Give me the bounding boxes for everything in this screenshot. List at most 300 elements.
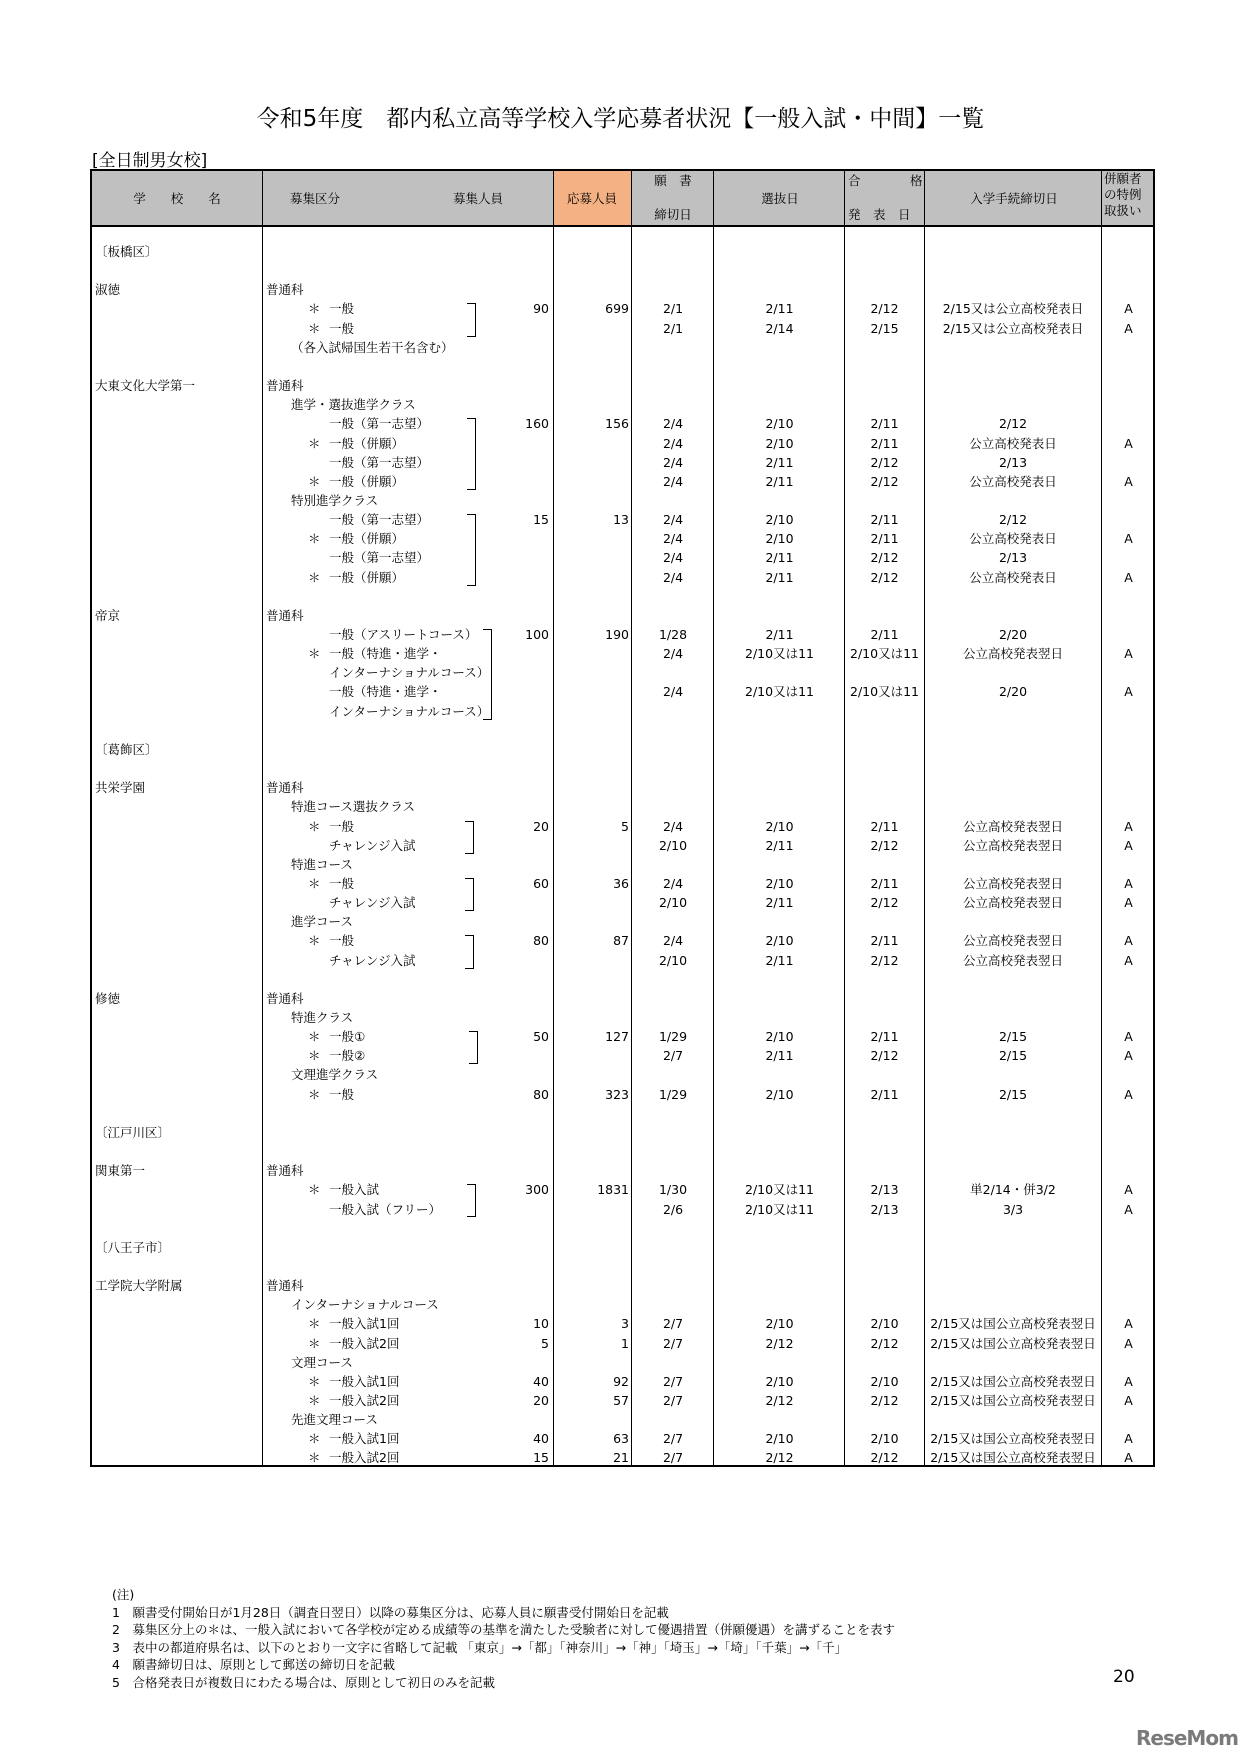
cell-sp: A <box>1124 875 1133 891</box>
cell-dl: 2/4 <box>662 550 684 566</box>
cell-dl: 2/4 <box>662 933 684 949</box>
table-row <box>92 1008 1153 1027</box>
cell-dl: 1/29 <box>658 1029 688 1045</box>
table-row <box>92 989 1153 1008</box>
cell-dl: 2/1 <box>662 320 684 336</box>
cell-proc: 公立高校発表翌日 <box>962 646 1063 662</box>
table-row <box>92 721 1153 740</box>
table-row <box>92 472 1153 491</box>
cell-item: 一般入試2回 <box>329 1450 400 1466</box>
table-row <box>92 1353 1153 1372</box>
cell-dl: 2/4 <box>662 435 684 451</box>
cell-app: 13 <box>613 512 629 528</box>
table-row <box>92 1027 1153 1046</box>
cell-proc: 公立高校発表翌日 <box>962 818 1063 834</box>
cell-group: 先進文理コース <box>291 1412 378 1428</box>
cell-school: 工学院大学附属 <box>95 1278 183 1294</box>
table-row <box>92 395 1153 414</box>
cell-group: 特進クラス <box>291 1010 354 1025</box>
cell-group: （各入試帰国生若干名含む） <box>291 339 454 355</box>
cell-item: インターナショナルコース） <box>329 665 490 681</box>
cell-star: ＊ <box>308 1393 321 1408</box>
cell-cap: 90 <box>533 301 549 317</box>
cell-cap: 160 <box>525 416 549 432</box>
cell-cap: 80 <box>533 1086 549 1102</box>
cell-ex: 2/10 <box>765 818 794 834</box>
table-row <box>92 1200 1153 1219</box>
table-row <box>92 338 1153 357</box>
table-row <box>92 855 1153 874</box>
cell-proc: 公立高校発表翌日 <box>962 895 1063 911</box>
cell-app: 57 <box>613 1393 629 1408</box>
cell-sp: A <box>1124 818 1133 834</box>
note-item: 3 表中の都道府県名は、以下のとおり一文字に省略して記載 「東京」→「都」「神奈川」→「神」「埼玉」→「埼」「千葉」→「千」 <box>112 1639 848 1655</box>
cell-item: 一般入試1回 <box>329 1431 400 1447</box>
cell-ex: 2/12 <box>765 1450 794 1466</box>
cell-ex: 2/10又は11 <box>745 1182 814 1198</box>
cell-ex: 2/10 <box>765 531 794 547</box>
cell-dl: 2/4 <box>662 818 684 834</box>
cell-dl: 2/4 <box>662 473 684 489</box>
cell-res: 2/12 <box>870 837 899 853</box>
cell-res: 2/12 <box>870 1048 899 1064</box>
cell-cap: 40 <box>533 1431 549 1447</box>
cell-item: 一般（併願） <box>329 531 405 547</box>
cell-star: ＊ <box>308 435 321 451</box>
cell-res: 2/12 <box>870 895 899 911</box>
cell-cap: 80 <box>533 933 549 949</box>
table-row <box>92 548 1153 567</box>
cell-dl: 2/1 <box>662 301 684 317</box>
note-item: 2 募集区分上の＊は、一般入試において各学校が定める成績等の基準を満たした受験者に対して優遇措置（併願優遇）を講ずることを表す <box>112 1622 895 1637</box>
cell-res: 2/12 <box>870 1393 899 1408</box>
cell-dl: 2/7 <box>662 1335 684 1351</box>
group-bracket <box>469 1031 478 1064</box>
cell-star: ＊ <box>308 1316 321 1332</box>
cell-item: 一般 <box>329 875 355 891</box>
cell-item: 一般（アスリートコース） <box>329 627 478 642</box>
table-row <box>92 1219 1153 1238</box>
cell-app: 699 <box>605 301 629 317</box>
cell-cap: 50 <box>533 1029 549 1045</box>
table-row <box>92 280 1153 299</box>
page-title: 令和5年度 都内私立高等学校入学応募者状況【一般入試・中間】一覧 <box>256 106 985 132</box>
cell-ex: 2/10又は11 <box>745 684 814 700</box>
cell-ex: 2/11 <box>765 454 794 470</box>
table-row <box>92 357 1153 376</box>
cell-ex: 2/11 <box>765 1048 794 1064</box>
cell-proc: 2/15又は国公立高校発表翌日 <box>930 1393 1096 1408</box>
cell-proc: 2/15又は国公立高校発表翌日 <box>930 1431 1096 1447</box>
cell-item: 一般（併願） <box>329 435 405 451</box>
cell-star: ＊ <box>308 1450 321 1466</box>
cell-sp: A <box>1124 301 1133 317</box>
cell-item: 一般（特進・進学・ <box>329 646 442 662</box>
cell-app: 92 <box>613 1373 629 1389</box>
cell-proc: 2/20 <box>998 627 1028 642</box>
cell-res: 2/10 <box>870 1431 899 1447</box>
cell-group: 進学・選抜進学クラス <box>291 397 416 413</box>
cell-sp: A <box>1124 1335 1133 1351</box>
cell-dl: 2/4 <box>662 531 684 547</box>
table-row <box>92 1085 1153 1104</box>
table-row <box>92 261 1153 280</box>
cell-item: 一般 <box>329 1086 355 1102</box>
cell-star: ＊ <box>308 531 321 547</box>
cell-star: ＊ <box>308 818 321 834</box>
cell-app: 5 <box>621 818 629 834</box>
cell-sp: A <box>1124 646 1133 662</box>
cell-cap: 40 <box>533 1373 549 1389</box>
cell-proc: 公立高校発表翌日 <box>962 875 1063 891</box>
cell-star: ＊ <box>308 933 321 949</box>
cell-school: 共栄学園 <box>95 780 146 796</box>
header-result-top-left: 合 <box>848 173 861 188</box>
table-row <box>92 1448 1153 1467</box>
cell-cap: 20 <box>533 818 549 834</box>
cell-item: 一般入試 <box>329 1182 380 1198</box>
cell-group: インターナショナルコース <box>291 1297 439 1313</box>
cell-dl: 2/10 <box>658 895 688 911</box>
table-row <box>92 414 1153 433</box>
cell-item: 一般入試1回 <box>329 1373 400 1389</box>
table-row <box>92 740 1153 759</box>
cell-dl: 1/30 <box>658 1182 688 1198</box>
cell-item: 一般（第一志望） <box>329 416 430 432</box>
cell-app: 21 <box>613 1450 629 1466</box>
cell-item: 一般（第一志望） <box>329 454 430 470</box>
cell-app: 36 <box>613 875 629 891</box>
cell-ex: 2/10 <box>765 1316 794 1332</box>
cell-dept: 普通科 <box>266 607 304 623</box>
cell-proc: 公立高校発表日 <box>969 569 1057 585</box>
cell-app: 1 <box>621 1335 629 1351</box>
cell-res: 2/11 <box>870 1029 899 1045</box>
cell-cap: 5 <box>541 1335 549 1351</box>
cell-item: 一般入試（フリー） <box>329 1201 442 1217</box>
cell-dl: 1/29 <box>658 1086 688 1102</box>
cell-sp: A <box>1124 895 1133 911</box>
cell-dl: 2/10 <box>658 837 688 853</box>
cell-school: 〔八王子市〕 <box>95 1239 171 1255</box>
cell-school: 関東第一 <box>95 1163 146 1179</box>
cell-star: ＊ <box>308 1086 321 1102</box>
cell-proc: 2/15又は国公立高校発表翌日 <box>930 1316 1096 1332</box>
note-heading: (注) <box>112 1587 135 1602</box>
applicants-table <box>90 169 1155 1467</box>
cell-dl: 2/7 <box>662 1431 684 1447</box>
table-row <box>92 1257 1153 1276</box>
cell-school: 淑徳 <box>95 282 121 298</box>
cell-res: 2/11 <box>870 875 899 891</box>
cell-ex: 2/11 <box>765 569 794 585</box>
table-row <box>92 970 1153 989</box>
cell-ex: 2/10 <box>765 1029 794 1045</box>
table-row <box>92 1410 1153 1429</box>
header-exam: 選抜日 <box>761 191 799 206</box>
cell-app: 1831 <box>597 1182 629 1198</box>
table-row <box>92 1142 1153 1161</box>
cell-sp: A <box>1124 1373 1133 1389</box>
cell-sp: A <box>1124 531 1133 547</box>
cell-res: 2/10又は11 <box>850 646 919 662</box>
cell-cap: 300 <box>525 1182 549 1198</box>
cell-cap: 15 <box>533 512 549 528</box>
cell-star: ＊ <box>308 875 321 891</box>
cell-item: 一般 <box>329 933 355 949</box>
cell-star: ＊ <box>308 1335 321 1351</box>
cell-res: 2/11 <box>870 933 899 949</box>
group-bracket <box>467 418 476 489</box>
cell-ex: 2/11 <box>765 895 794 911</box>
cell-school: 〔葛飾区〕 <box>95 741 158 757</box>
cell-app: 323 <box>605 1086 629 1102</box>
cell-ex: 2/14 <box>765 320 794 336</box>
table-row <box>92 587 1153 606</box>
cell-res: 2/12 <box>870 569 899 585</box>
cell-proc: 2/20 <box>998 684 1028 700</box>
table-row <box>92 1161 1153 1180</box>
cell-group: 文理コース <box>291 1354 353 1370</box>
cell-res: 2/10又は11 <box>850 684 919 700</box>
cell-sp: A <box>1124 952 1133 968</box>
table-row <box>92 663 1153 682</box>
cell-res: 2/15 <box>870 320 899 336</box>
cell-ex: 2/11 <box>765 837 794 853</box>
cell-res: 2/12 <box>870 301 899 317</box>
cell-dl: 2/7 <box>662 1450 684 1466</box>
group-bracket <box>483 629 492 720</box>
cell-dl: 1/28 <box>658 627 688 642</box>
cell-item: 一般（併願） <box>329 473 405 489</box>
cell-dl: 2/7 <box>662 1048 684 1064</box>
cell-cap: 20 <box>533 1393 549 1408</box>
cell-proc: 2/15又は公立高校発表日 <box>942 320 1084 336</box>
cell-cap: 10 <box>533 1316 549 1332</box>
cell-item: 一般 <box>329 320 355 336</box>
cell-item: 一般入試2回 <box>329 1393 400 1408</box>
cell-dl: 2/7 <box>662 1316 684 1332</box>
cell-item: チャレンジ入試 <box>329 895 416 911</box>
cell-app: 156 <box>605 416 629 432</box>
cell-sp: A <box>1124 1393 1133 1408</box>
cell-star: ＊ <box>308 301 321 317</box>
table-row <box>92 1104 1153 1123</box>
header-result-top-right: 格 <box>910 173 923 188</box>
cell-item: 一般（第一志望） <box>329 512 430 528</box>
table-row <box>92 1276 1153 1295</box>
cell-proc: 公立高校発表翌日 <box>962 952 1063 968</box>
table-row <box>92 1372 1153 1391</box>
table-row <box>92 951 1153 970</box>
cell-proc: 2/15又は国公立高校発表翌日 <box>930 1335 1096 1351</box>
cell-proc: 単2/14・併3/2 <box>970 1182 1056 1198</box>
cell-sp: A <box>1124 933 1133 949</box>
cell-school: 大東文化大学第一 <box>95 378 196 394</box>
cell-proc: 2/15 <box>998 1048 1028 1064</box>
cell-sp: A <box>1124 435 1133 451</box>
cell-star: ＊ <box>308 646 321 662</box>
cell-dl: 2/7 <box>662 1393 684 1408</box>
cell-item: チャレンジ入試 <box>329 952 416 968</box>
cell-res: 2/12 <box>870 454 899 470</box>
cell-proc: 2/12 <box>998 512 1028 528</box>
cell-group: 特別進学クラス <box>291 492 379 508</box>
table-row <box>92 797 1153 816</box>
table-row <box>92 1314 1153 1333</box>
cell-item: 一般入試2回 <box>329 1335 400 1351</box>
header-deadline-top: 願 書 <box>654 173 692 188</box>
cell-res: 2/12 <box>870 1450 899 1466</box>
cell-ex: 2/10 <box>765 1086 794 1102</box>
group-bracket <box>467 1184 476 1217</box>
table-row <box>92 1295 1153 1314</box>
group-bracket <box>467 303 476 336</box>
table-row <box>92 529 1153 548</box>
cell-dept: 普通科 <box>266 1278 304 1294</box>
cell-school: 帝京 <box>95 607 121 623</box>
cell-school: 〔江戸川区〕 <box>95 1124 171 1140</box>
cell-school: 修徳 <box>95 990 121 1006</box>
table-row <box>92 453 1153 472</box>
cell-dept: 普通科 <box>266 1163 304 1179</box>
cell-res: 2/11 <box>870 818 899 834</box>
cell-sp: A <box>1124 1182 1133 1198</box>
table-row <box>92 299 1153 318</box>
note-item: 4 願書締切日は、原則として郵送の締切日を記載 <box>112 1657 395 1672</box>
header-deadline-bottom: 締切日 <box>654 207 692 222</box>
cell-ex: 2/11 <box>765 301 794 317</box>
cell-proc: 2/15又は国公立高校発表翌日 <box>930 1450 1096 1466</box>
cell-proc: 2/13 <box>998 550 1028 566</box>
cell-proc: 3/3 <box>1002 1201 1024 1217</box>
cell-cap: 15 <box>533 1450 549 1466</box>
cell-proc: 2/12 <box>998 416 1028 432</box>
cell-res: 2/11 <box>870 1086 899 1102</box>
cell-ex: 2/11 <box>765 550 794 566</box>
cell-dl: 2/4 <box>662 416 684 432</box>
cell-res: 2/10 <box>870 1373 899 1389</box>
cell-item: 一般入試1回 <box>329 1316 400 1332</box>
cell-app: 190 <box>605 627 629 642</box>
cell-dl: 2/10 <box>658 952 688 968</box>
cell-dl: 2/6 <box>662 1201 684 1217</box>
cell-app: 87 <box>613 933 629 949</box>
cell-item: 一般① <box>329 1029 366 1045</box>
cell-sp: A <box>1124 473 1133 489</box>
cell-item: 一般（併願） <box>329 569 405 585</box>
table-header <box>92 171 1153 227</box>
cell-dl: 2/4 <box>662 454 684 470</box>
cell-dl: 2/4 <box>662 646 684 662</box>
header-result-bottom: 発 表 日 <box>848 207 911 222</box>
cell-cap: 100 <box>525 627 549 642</box>
cell-ex: 2/12 <box>765 1335 794 1351</box>
cell-res: 2/11 <box>870 435 899 451</box>
cell-app: 127 <box>605 1029 629 1045</box>
cell-dept: 普通科 <box>266 990 304 1006</box>
table-row <box>92 376 1153 395</box>
header-category: 募集区分 <box>290 191 341 206</box>
table-row <box>92 817 1153 836</box>
table-row <box>92 510 1153 529</box>
table-row <box>92 606 1153 625</box>
group-bracket <box>465 935 474 968</box>
table-row <box>92 491 1153 510</box>
cell-sp: A <box>1124 1431 1133 1447</box>
cell-star: ＊ <box>308 1029 321 1045</box>
cell-sp: A <box>1124 1316 1133 1332</box>
table-row <box>92 434 1153 453</box>
cell-proc: 公立高校発表日 <box>969 473 1057 489</box>
cell-res: 2/11 <box>870 627 899 642</box>
table-row <box>92 1429 1153 1448</box>
table-row <box>92 912 1153 931</box>
cell-app: 3 <box>621 1316 629 1332</box>
cell-dl: 2/4 <box>662 569 684 585</box>
table-row <box>92 1180 1153 1199</box>
cell-star: ＊ <box>308 569 321 585</box>
cell-group: 特進コース <box>291 856 353 872</box>
header-special <box>1104 171 1142 219</box>
table-row <box>92 625 1153 644</box>
header-applicants: 応募人員 <box>566 191 617 206</box>
table-row <box>92 682 1153 701</box>
cell-ex: 2/10又は11 <box>745 646 814 662</box>
cell-dept: 普通科 <box>266 282 304 298</box>
note-item: 5 合格発表日が複数日にわたる場合は、原則として初日のみを記載 <box>112 1674 495 1690</box>
cell-dl: 2/4 <box>662 684 684 700</box>
cell-proc: 公立高校発表翌日 <box>962 933 1063 949</box>
cell-group: 文理進学クラス <box>291 1067 379 1083</box>
cell-ex: 2/11 <box>765 952 794 968</box>
table-row <box>92 1123 1153 1142</box>
table-row <box>92 1065 1153 1084</box>
header-special-line3: 取扱い <box>1104 203 1142 218</box>
cell-group: 特進コース選抜クラス <box>291 799 416 815</box>
cell-proc: 2/13 <box>998 454 1028 470</box>
cell-proc: 2/15又は国公立高校発表翌日 <box>930 1373 1096 1389</box>
table-row <box>92 319 1153 338</box>
table-row <box>92 874 1153 893</box>
header-capacity: 募集人員 <box>453 191 504 206</box>
table-row <box>92 644 1153 663</box>
cell-ex: 2/10 <box>765 416 794 432</box>
cell-res: 2/12 <box>870 952 899 968</box>
cell-item: 一般② <box>329 1048 366 1064</box>
cell-proc: 公立高校発表日 <box>969 435 1057 451</box>
cell-star: ＊ <box>308 1431 321 1447</box>
cell-ex: 2/10 <box>765 435 794 451</box>
cell-app: 63 <box>613 1431 629 1447</box>
cell-ex: 2/10又は11 <box>745 1201 814 1217</box>
cell-star: ＊ <box>308 1048 321 1064</box>
cell-sp: A <box>1124 320 1133 336</box>
table-row <box>92 242 1153 261</box>
cell-item: 一般 <box>329 301 355 317</box>
cell-dept: 普通科 <box>266 780 304 796</box>
table-row <box>92 1238 1153 1257</box>
cell-ex: 2/10 <box>765 1373 794 1389</box>
cell-sp: A <box>1124 569 1133 585</box>
cell-res: 2/11 <box>870 512 899 528</box>
note-item: 1 願書受付開始日が1月28日（調査日翌日）以降の募集区分は、応募人員に願書受付開始日を記載 <box>112 1604 669 1620</box>
cell-proc: 2/15 <box>998 1086 1028 1102</box>
cell-res: 2/12 <box>870 1335 899 1351</box>
cell-sp: A <box>1124 1201 1133 1217</box>
cell-star: ＊ <box>308 320 321 336</box>
table-row <box>92 778 1153 797</box>
